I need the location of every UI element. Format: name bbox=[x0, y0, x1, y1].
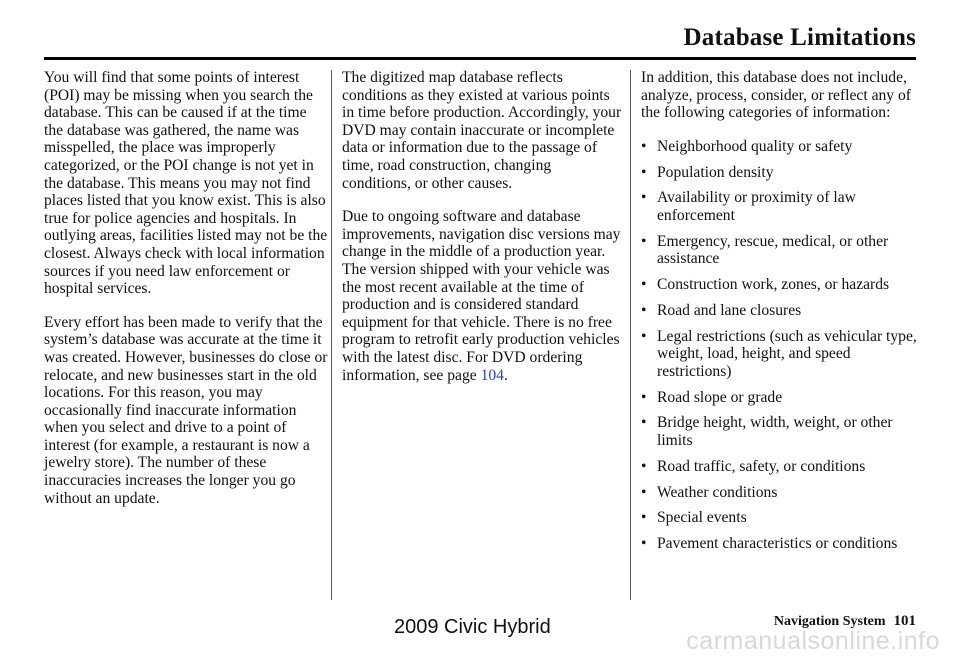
bullet-icon: • bbox=[641, 509, 647, 527]
list-item: • Road and lane closures bbox=[641, 301, 802, 319]
list-item: • Emergency, rescue, medical, or other assistance bbox=[641, 232, 889, 268]
list-item: • Road slope or grade bbox=[641, 388, 783, 406]
model-watermark: 2009 Civic Hybrid bbox=[394, 616, 551, 638]
bullet-icon: • bbox=[641, 327, 647, 345]
paragraph-categories-intro: In addition, this database does not include, analyze, process, consider, or reflect any of the following categories of information: bbox=[641, 69, 911, 122]
paragraph-disc-versions-text: Due to ongoing software and database improvements, navigation disc versions may change in the middle of a production year. The version shipped with your vehicle was the most recent available at the time of production and is considered standard equipment for that vehicle. There is no free program to retrofit early production vehicles with the latest disc. For DVD ordering information, see page bbox=[342, 208, 621, 384]
site-watermark: carmanualsonline.info bbox=[686, 627, 940, 655]
list-item: • Pavement characteristics or conditions bbox=[641, 535, 898, 553]
list-item: • Road traffic, safety, or conditions bbox=[641, 457, 866, 475]
list-item: • Availability or proximity of law enforcement bbox=[641, 189, 856, 224]
list-item: • Neighborhood quality or safety bbox=[641, 137, 853, 155]
paragraph-disc-versions bbox=[342, 208, 622, 384]
page-title: Database Limitations bbox=[683, 24, 916, 51]
page-number: 101 bbox=[893, 613, 916, 629]
list-item: • Construction work, zones, or hazards bbox=[641, 276, 890, 294]
list-item: • Legal restrictions (such as vehicular type, weight, load, height, and speed restrictions) bbox=[641, 327, 917, 380]
paragraph-disc-versions-end: . bbox=[503, 366, 508, 384]
column-1 bbox=[44, 69, 329, 523]
bullet-icon: • bbox=[641, 189, 647, 207]
list-item: • Bridge height, width, weight, or other limits bbox=[641, 414, 893, 449]
paragraph-database-accuracy: Every effort has been made to verify that the system’s database was accurate at the time it was created. However, businesses do close or relocate, and new businesses start in the old locations. For this reason, you may occasionally find inaccurate information when you select and drive to a point of interest (for example, a restaurant is now a jewelry store). The number of these inaccuracies increases the longer you go without an update. bbox=[44, 313, 328, 507]
bullet-icon: • bbox=[641, 535, 647, 553]
paragraph-map-conditions: The digitized map database reflects conditions as they existed at various points in time before production. Accordingly, your DVD may contain inaccurate or incomplete data or information due to the passage of time, road construction, changing conditions, or other causes. bbox=[342, 69, 622, 192]
bullet-icon: • bbox=[641, 163, 647, 181]
bullet-icon: • bbox=[641, 483, 647, 501]
list-item: • Population density bbox=[641, 163, 774, 181]
column-divider-1 bbox=[331, 70, 332, 600]
page-link[interactable]: 104 bbox=[480, 366, 504, 384]
footer-section-label: Navigation System bbox=[773, 614, 886, 629]
bullet-icon: • bbox=[641, 301, 647, 319]
bullet-icon: • bbox=[641, 388, 647, 406]
header-rule bbox=[44, 57, 916, 60]
list-item: • Special events bbox=[641, 509, 747, 527]
bullet-icon: • bbox=[641, 276, 647, 294]
category-list bbox=[641, 138, 921, 553]
column-divider-2 bbox=[630, 70, 631, 600]
list-item: • Weather conditions bbox=[641, 483, 778, 501]
paragraph-poi-missing: You will find that some points of interest (POI) may be missing when you search the database. This can be caused if at the time the database was gathered, the name was misspelled, the place was improperly categorized, or the POI change is not yet in the database. This means you may not find places listed that you know exist. This is also true for police agencies and hospitals. In outlying areas, facilities listed may not be the closest. Always check with local information sources if you need law enforcement or hospital services. bbox=[44, 69, 328, 298]
bullet-icon: • bbox=[641, 457, 647, 475]
column-2 bbox=[342, 69, 622, 400]
column-3 bbox=[641, 69, 921, 561]
bullet-icon: • bbox=[641, 232, 647, 250]
bullet-icon: • bbox=[641, 414, 647, 432]
bullet-icon: • bbox=[641, 137, 647, 155]
